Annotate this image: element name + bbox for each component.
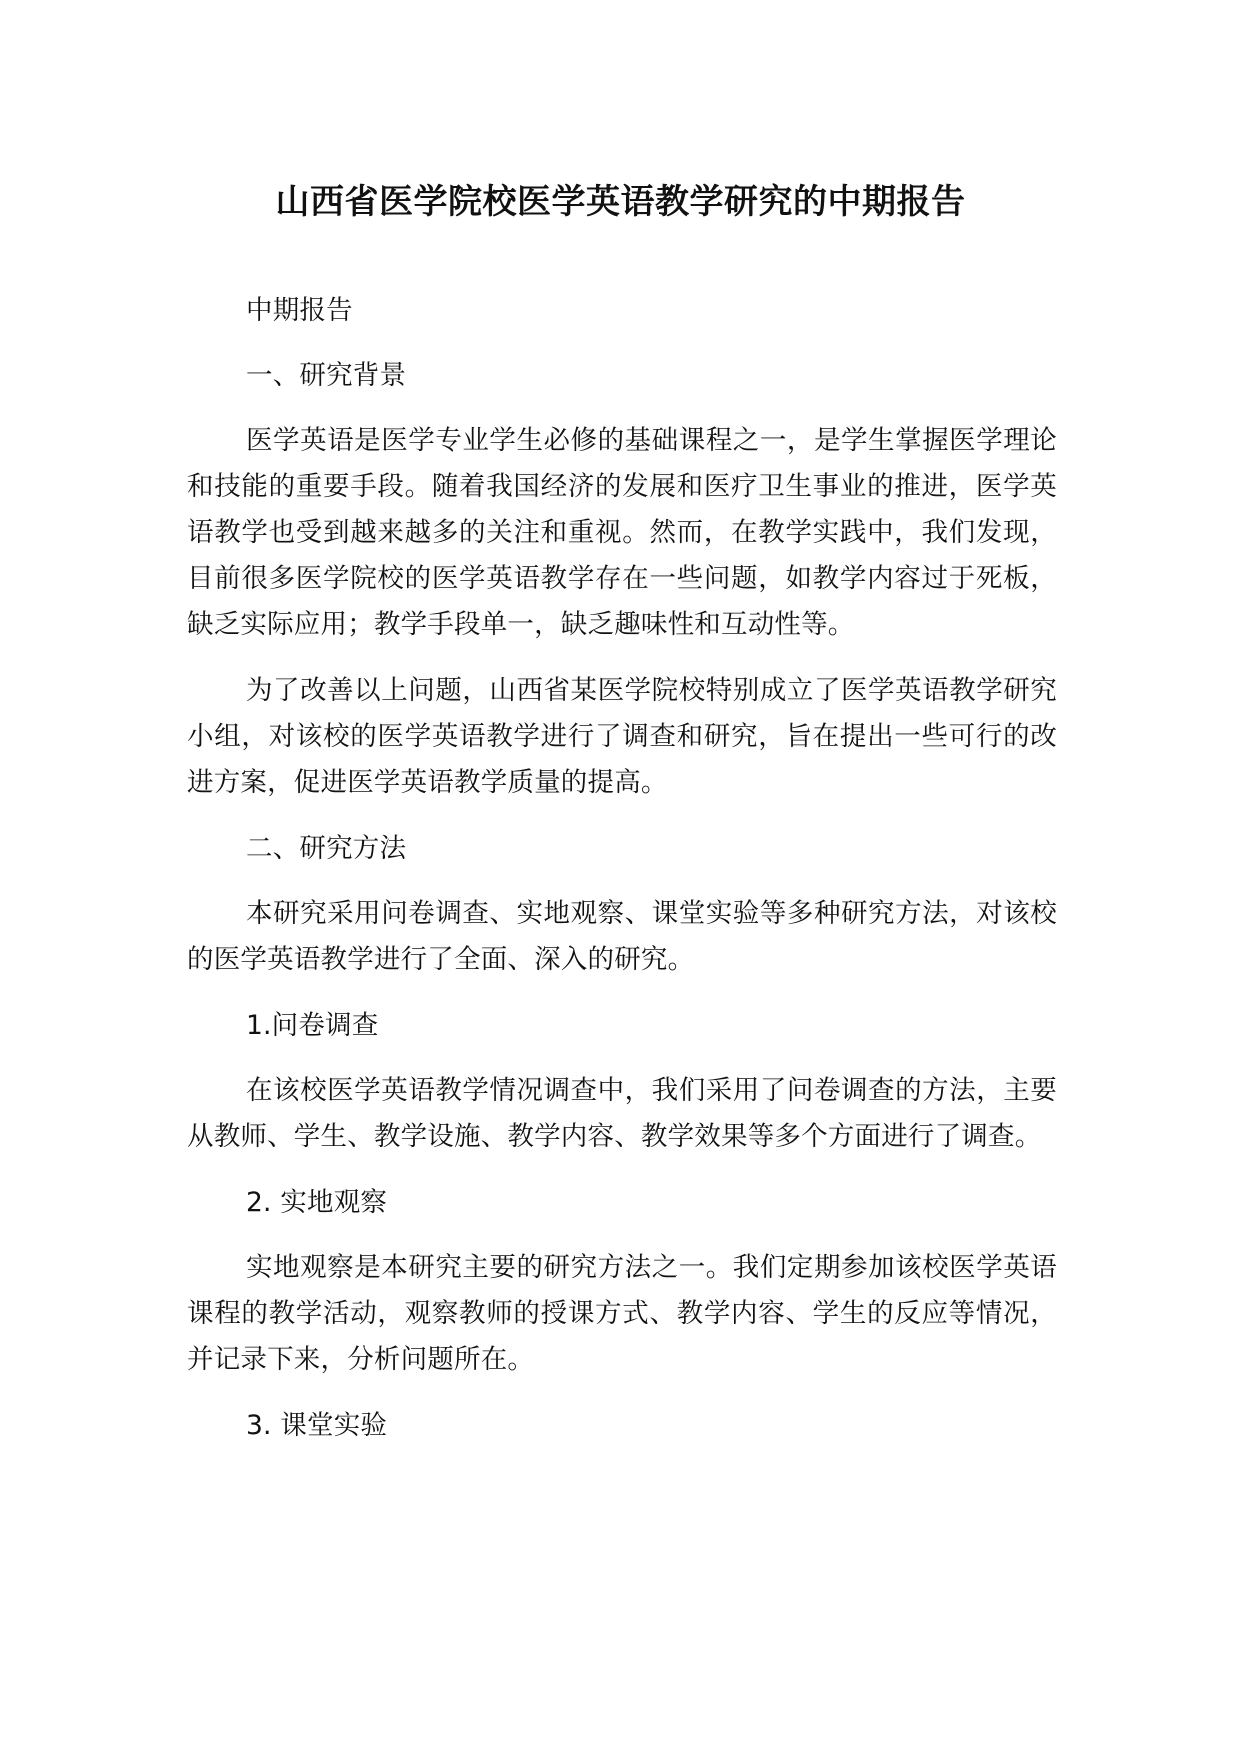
subheading-field-observation: 2. 实地观察 <box>246 1187 388 1218</box>
paragraph-background-1: 医学英语是医学专业学生必修的基础课程之一，是学生掌握医学理论和技能的重要手段。随着我国经济的发展和医疗卫生事业的推进，医学英语教学也受到越来越多的关注和重视。然而，在教学实践中，我们发现，目前很多医学院校的医学英语教学存在一些问题，如教学内容过于死板，缺乏实际应用；教学手段单一，缺乏趣味性和互动性等。 <box>187 425 1057 640</box>
subheading-classroom-experiment: 3. 课堂实验 <box>246 1410 388 1441</box>
subheading-questionnaire: 1.问卷调查 <box>246 1010 379 1041</box>
paragraph-questionnaire: 在该校医学英语教学情况调查中，我们采用了问卷调查的方法，主要从教师、学生、教学设施、教学内容、教学效果等多个方面进行了调查。 <box>187 1075 1057 1152</box>
paragraph-background-2: 为了改善以上问题，山西省某医学院校特别成立了医学英语教学研究小组，对该校的医学英语教学进行了调查和研究，旨在提出一些可行的改进方案，促进医学英语教学质量的提高。 <box>187 675 1057 798</box>
section-heading-research-methods: 二、研究方法 <box>246 833 407 864</box>
document-body <box>187 288 1057 1468</box>
section-heading-midterm-report: 中期报告 <box>246 295 353 326</box>
paragraph-field-observation: 实地观察是本研究主要的研究方法之一。我们定期参加该校医学英语课程的教学活动，观察教师的授课方式、教学内容、学生的反应等情况，并记录下来，分析问题所在。 <box>187 1252 1057 1375</box>
document-title: 山西省医学院校医学英语教学研究的中期报告 <box>275 182 966 222</box>
section-heading-research-background: 一、研究背景 <box>246 360 407 391</box>
paragraph-methods-intro: 本研究采用问卷调查、实地观察、课堂实验等多种研究方法，对该校的医学英语教学进行了全面、深入的研究。 <box>187 898 1057 975</box>
